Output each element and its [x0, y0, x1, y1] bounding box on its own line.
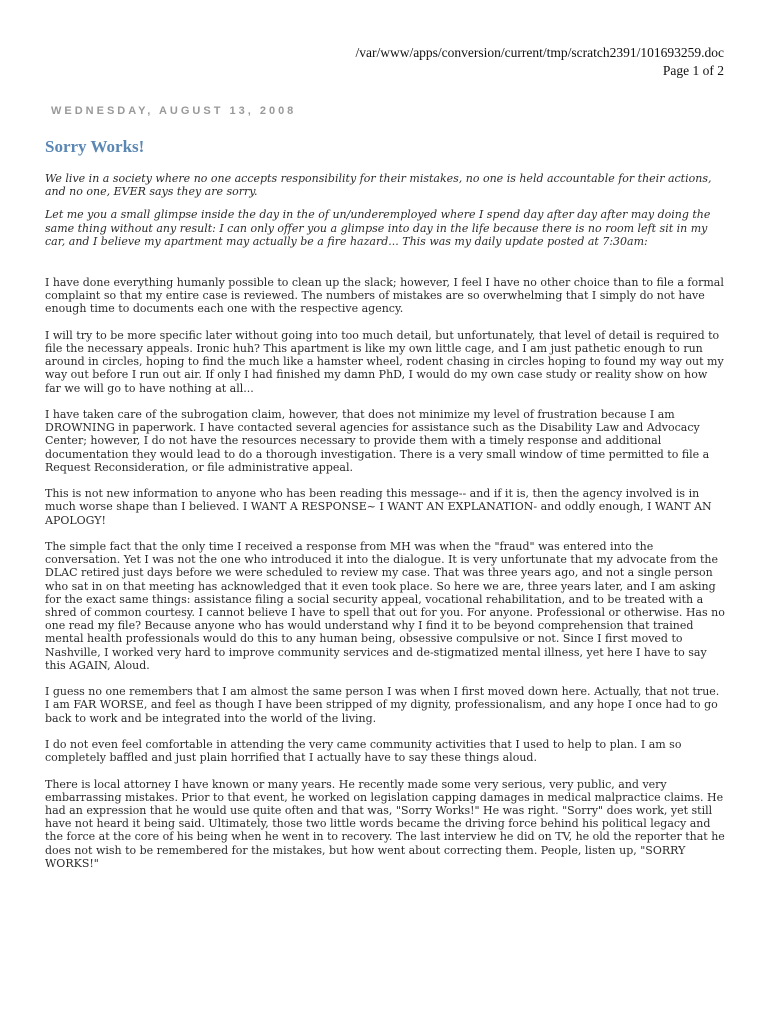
body-paragraph: I guess no one remembers that I am almost the same person I was when I first moved down here. Actually, that not true. I am FAR WORSE, and feel as though I have been stripped of my dignity, professionalism, and any hope I once had to go back to work and be integrated into the world of the living. — [45, 685, 720, 725]
body-paragraph: The simple fact that the only time I received a response from MH was when the "fraud" was entered into the conversation. Yet I was not the one who introduced it into the dialogue. It is very unfortunate that my advocate from the DLAC retired just days before we were scheduled to review my case. That was three years ago, and not a single person who sat in on that meeting has acknowledged that it even took place. So here we are, three years later, and I am asking for the exact same things: assistance filing a social security appeal, vocational rehabilitation, and to be treated with a shred of common courtesy. I cannot believe I have to spell that out for you. For anyone. Professional or otherwise. Has no one read my file? Because anyone who has would understand why I find it to be beyond comprehension that trained mental health professionals would do this to any human being, obsessive compulsive or not. Since I first moved to Nashville, I worked very hard to improve community services and de-stigmatized mental illness, yet here I have to say this AGAIN, Aloud. — [45, 540, 725, 672]
page-number: Page 1 of 2 — [662, 63, 724, 78]
post-date: WEDNESDAY, AUGUST 13, 2008 — [51, 105, 297, 117]
post-title[interactable]: Sorry Works! — [45, 137, 145, 156]
body-paragraph: I do not even feel comfortable in attending the very came community activities that I used to help to plan. I am so completely baffled and just plain horrified that I actually have to say these things aloud. — [45, 738, 682, 765]
body-paragraph: There is local attorney I have known or many years. He recently made some very serious, very public, and very embarrassing mistakes. Prior to that event, he worked on legislation capping damages in medical malpractice claims. He had an expression that he would use quite often and that was, "Sorry Works!" He was right. "Sorry" does work, yet still have not heard it being said. Ultimately, those two little words became the driving force behind his political legacy and the force at the core of his being when he went in to recovery. The last interview he did on TV, he old the reporter that he does not wish to be remembered for the mistakes, but how went about correcting them. People, listen up, "SORRY WORKS!" — [45, 777, 725, 870]
page-header — [355, 44, 724, 80]
post-intro — [45, 172, 725, 248]
intro-paragraph: Let me you a small glimpse inside the day in the of un/underemployed where I spend day after day after may doing the same thing without any result: I can only offer you a glimpse into day in the life because there is no room left sit in my car, and I believe my apartment may actually be a fire hazard... This was my daily update posted at 7:30am: — [45, 208, 711, 248]
post-body — [45, 276, 725, 870]
intro-paragraph: We live in a society where no one accepts responsibility for their mistakes, no one is held accountable for their actions, and no one, EVER says they are sorry. — [45, 172, 712, 199]
body-paragraph: I have taken care of the subrogation claim, however, that does not minimize my level of frustration because I am DROWNING in paperwork. I have contacted several agencies for assistance such as the Disability Law and Advocacy Center; however, I do not have the resources necessary to provide them with a timely response and additional documentation they would lead to do a thorough investigation. There is a very small window of time permitted to file a Request Reconsideration, or file administrative appeal. — [45, 408, 710, 474]
file-path: /var/www/apps/conversion/current/tmp/scratch2391/101693259.doc — [355, 45, 724, 60]
blog-post — [45, 105, 725, 883]
body-paragraph: I will try to be more specific later without going into too much detail, but unfortunately, that level of detail is required to file the necessary appeals. Ironic huh? This apartment is like my own little cage, and I am just pathetic enough to run around in circles, hoping to find the much like a hamster wheel, rodent chasing in circles hoping to found my way out my way out before I run out air. If only I had finished my damn PhD, I would do my own case study or reality show on how far we will go to have nothing at all... — [45, 328, 724, 395]
body-paragraph: I have done everything humanly possible to clean up the slack; however, I feel I have no other choice than to file a formal complaint so that my entire case is reviewed. The numbers of mistakes are so overwhelming that I simply do not have enough time to documents each one with the respective agency. — [45, 276, 724, 316]
body-paragraph: This is not new information to anyone who has been reading this message-- and if it is, then the agency involved is in much worse shape than I believed. I WANT A RESPONSE~ I WANT AN EXPLANATION- and oddly enough, I WANT AN APOLOGY! — [45, 487, 712, 527]
